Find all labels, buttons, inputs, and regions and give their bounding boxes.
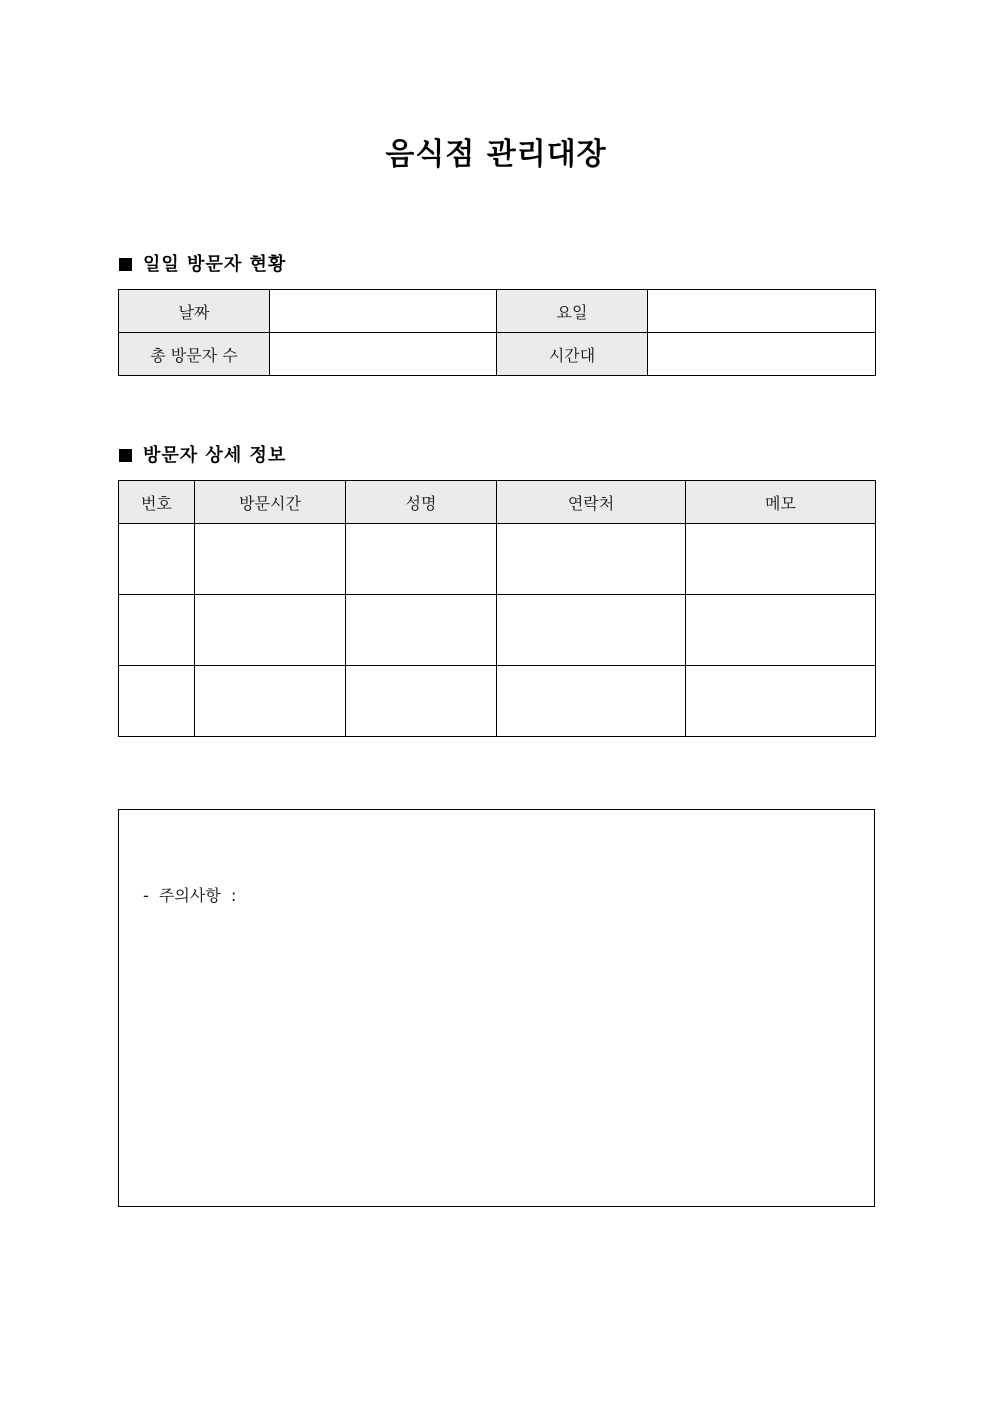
section-heading-daily-visitors (119, 253, 286, 277)
column-header-contact: 연락처 (497, 481, 686, 524)
cell-memo[interactable] (686, 595, 876, 666)
cell-number[interactable] (119, 524, 195, 595)
table-row (119, 290, 876, 333)
date-field[interactable] (270, 290, 497, 333)
cell-contact[interactable] (497, 666, 686, 737)
column-header-visit-time: 방문시간 (195, 481, 346, 524)
total-visitors-field[interactable] (270, 333, 497, 376)
table-row (119, 595, 876, 666)
cell-name[interactable] (346, 666, 497, 737)
visitor-details-table (118, 480, 876, 737)
cell-number[interactable] (119, 595, 195, 666)
notes-box[interactable] (118, 809, 875, 1207)
daily-visitors-table (118, 289, 876, 376)
weekday-label: 요일 (497, 290, 648, 333)
cell-name[interactable] (346, 524, 497, 595)
table-row (119, 333, 876, 376)
table-row (119, 666, 876, 737)
square-bullet-icon (119, 449, 132, 462)
cell-memo[interactable] (686, 524, 876, 595)
cell-number[interactable] (119, 666, 195, 737)
section-heading-text: 일일 방문자 현황 (143, 254, 287, 275)
cell-visit-time[interactable] (195, 595, 346, 666)
table-row (119, 524, 876, 595)
square-bullet-icon (119, 258, 132, 271)
cell-contact[interactable] (497, 524, 686, 595)
cell-memo[interactable] (686, 666, 876, 737)
section-heading-text: 방문자 상세 정보 (143, 445, 287, 466)
time-slot-field[interactable] (648, 333, 876, 376)
total-visitors-label: 총 방문자 수 (119, 333, 270, 376)
notes-label: - 주의사항 : (143, 886, 237, 905)
table-header-row (119, 481, 876, 524)
weekday-field[interactable] (648, 290, 876, 333)
section-heading-visitor-details (119, 444, 286, 468)
date-label: 날짜 (119, 290, 270, 333)
cell-visit-time[interactable] (195, 524, 346, 595)
column-header-name: 성명 (346, 481, 497, 524)
cell-name[interactable] (346, 595, 497, 666)
page-title: 음식점 관리대장 (385, 137, 607, 172)
column-header-memo: 메모 (686, 481, 876, 524)
cell-visit-time[interactable] (195, 666, 346, 737)
column-header-number: 번호 (119, 481, 195, 524)
cell-contact[interactable] (497, 595, 686, 666)
time-slot-label: 시간대 (497, 333, 648, 376)
